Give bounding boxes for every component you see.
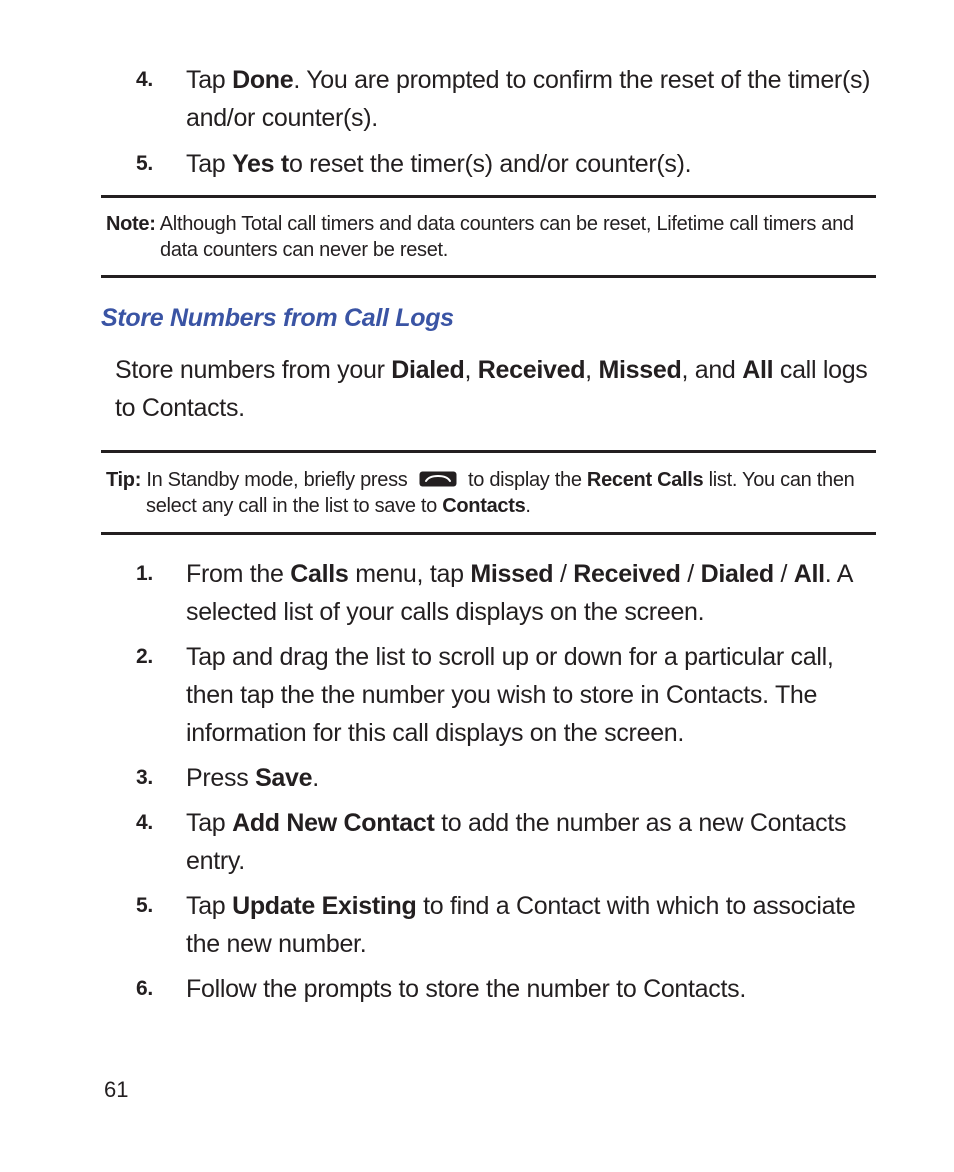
note-rule-top bbox=[101, 195, 876, 198]
bold-run: Missed bbox=[598, 356, 682, 384]
tip-text-before: In Standby mode, briefly press bbox=[141, 469, 413, 491]
text-run: Follow the prompts to store the number to Contacts. bbox=[186, 975, 746, 1003]
text-run: Press bbox=[186, 764, 256, 792]
step-text bbox=[186, 555, 876, 631]
text-run: . bbox=[525, 495, 531, 517]
step-text bbox=[186, 804, 876, 880]
text-run: Tap bbox=[186, 66, 233, 94]
step-number: 4. bbox=[136, 68, 153, 91]
step-5 bbox=[136, 887, 876, 963]
text-run: , bbox=[464, 356, 478, 384]
bold-run: Save bbox=[255, 764, 313, 792]
tip-rule-top bbox=[101, 450, 876, 453]
note-text bbox=[156, 213, 854, 261]
text-run: menu, tap bbox=[348, 560, 471, 588]
step-number: 6. bbox=[136, 977, 153, 1000]
bold-run: Done bbox=[232, 66, 294, 94]
step-number: 4. bbox=[136, 811, 153, 834]
text-run: / bbox=[680, 560, 701, 588]
step-top-5 bbox=[136, 145, 876, 183]
text-run: . A selected list of your calls displays on the screen. bbox=[186, 560, 852, 626]
step-number: 1. bbox=[136, 562, 153, 585]
tip-callout bbox=[106, 467, 876, 519]
tip-rule-bottom bbox=[101, 532, 876, 535]
bold-run: All bbox=[793, 560, 825, 588]
step-2 bbox=[136, 638, 876, 752]
step-number: 5. bbox=[136, 152, 153, 175]
bold-run: Received bbox=[477, 356, 586, 384]
bold-run: Yes t bbox=[232, 150, 289, 178]
bold-run: Add New Contact bbox=[232, 809, 435, 837]
bold-run: Update Existing bbox=[232, 892, 417, 920]
bold-run: Recent Calls bbox=[586, 469, 704, 491]
step-number: 3. bbox=[136, 766, 153, 789]
text-run: Although Total call timers and data counters can be reset, Lifetime call timers and data counters can never be reset. bbox=[155, 213, 854, 261]
text-run: o reset the timer(s) and/or counter(s). bbox=[288, 150, 692, 178]
text-run: Tap and drag the list to scroll up or down for a particular call, then tap the the number you wish to store in Contacts. The information for this call displays on the screen. bbox=[186, 643, 834, 747]
step-text bbox=[186, 970, 876, 1008]
note-callout bbox=[106, 211, 876, 263]
bold-run: Dialed bbox=[700, 560, 774, 588]
tip-label: Tip: bbox=[106, 469, 142, 491]
text-run: . bbox=[312, 764, 319, 792]
text-run: call logs to Contacts. bbox=[115, 356, 868, 422]
text-run: to display the bbox=[462, 469, 587, 491]
text-run: Tap bbox=[186, 892, 233, 920]
step-text bbox=[186, 887, 876, 963]
bold-run: Received bbox=[573, 560, 681, 588]
step-top-4 bbox=[136, 61, 876, 137]
send-key-icon bbox=[419, 471, 457, 487]
step-number: 2. bbox=[136, 645, 153, 668]
step-number: 5. bbox=[136, 894, 153, 917]
text-run: / bbox=[773, 560, 794, 588]
step-text bbox=[186, 638, 876, 752]
step-text bbox=[186, 145, 876, 183]
text-run: / bbox=[553, 560, 574, 588]
step-text bbox=[186, 759, 876, 797]
step-text bbox=[186, 61, 876, 137]
bold-run: All bbox=[742, 356, 774, 384]
section-heading: Store Numbers from Call Logs bbox=[101, 304, 454, 332]
text-run: to add the number as a new Contacts entry. bbox=[186, 809, 847, 875]
section-intro bbox=[115, 351, 885, 427]
text-run: Store numbers from your bbox=[115, 356, 392, 384]
bold-run: Calls bbox=[290, 560, 349, 588]
note-rule-bottom bbox=[101, 275, 876, 278]
text-run: list. You can then select any call in the list to save to bbox=[146, 469, 855, 517]
step-4 bbox=[136, 804, 876, 880]
bold-run: Dialed bbox=[391, 356, 465, 384]
text-run: , bbox=[585, 356, 599, 384]
text-run: Tap bbox=[186, 809, 233, 837]
note-label: Note: bbox=[106, 213, 156, 235]
step-6 bbox=[136, 970, 876, 1008]
text-run: to find a Contact with which to associate the new number. bbox=[186, 892, 856, 958]
bold-run: Contacts bbox=[442, 495, 526, 517]
text-run: Tap bbox=[186, 150, 233, 178]
bold-run: Missed bbox=[470, 560, 554, 588]
step-3 bbox=[136, 759, 876, 797]
step-1 bbox=[136, 555, 876, 631]
page-number: 61 bbox=[104, 1077, 129, 1102]
text-run: From the bbox=[186, 560, 291, 588]
text-run: . You are prompted to confirm the reset of the timer(s) and/or counter(s). bbox=[186, 66, 871, 132]
text-run: , and bbox=[681, 356, 743, 384]
